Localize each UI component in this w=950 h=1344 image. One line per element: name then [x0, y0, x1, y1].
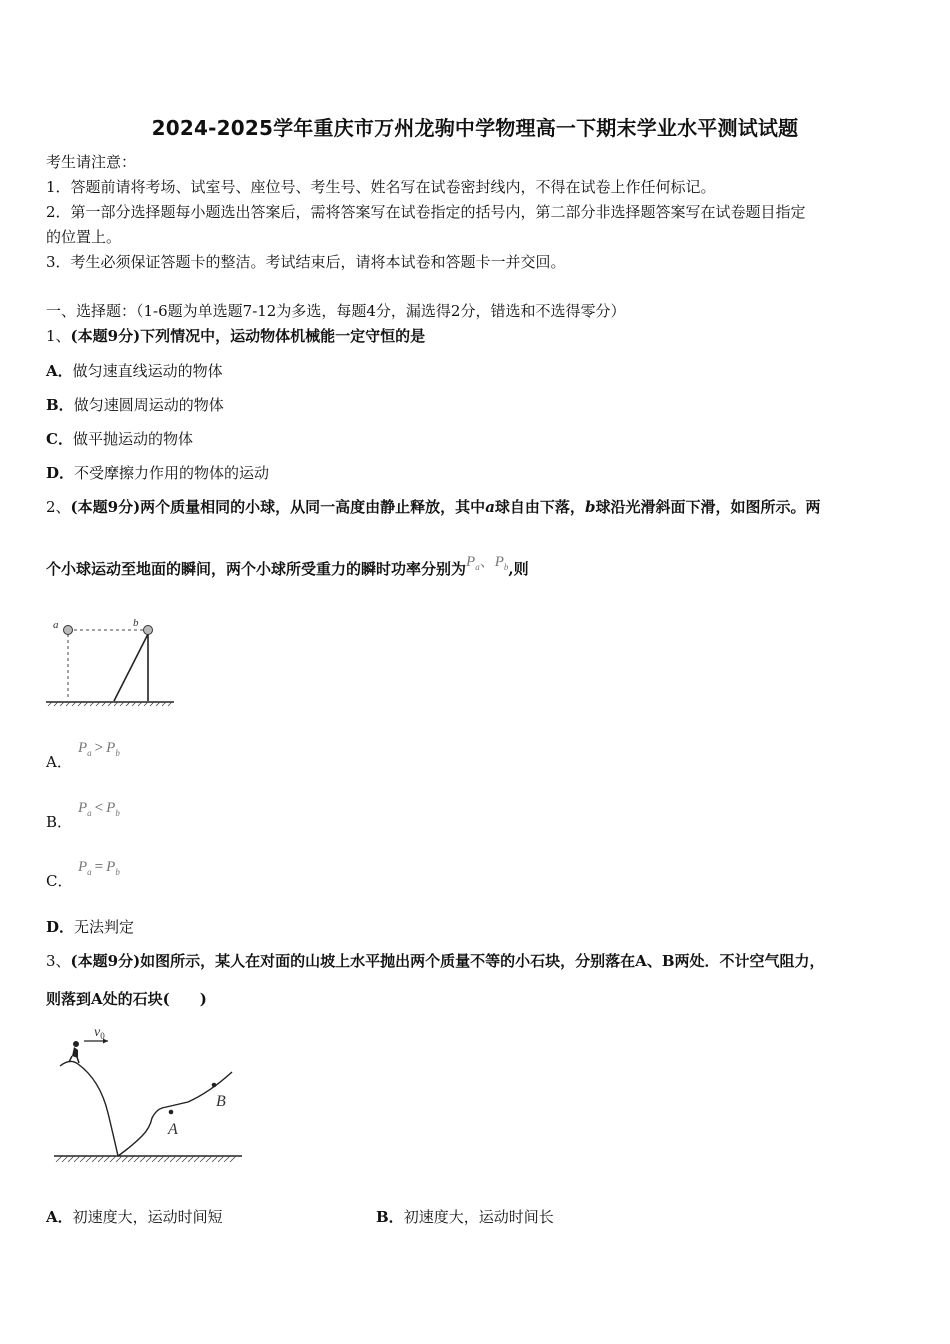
q2-stem	[46, 497, 820, 517]
option-letter: A．	[46, 1208, 73, 1226]
option-text: 做匀速直线运动的物体	[72, 362, 223, 380]
q3-figure	[50, 1018, 246, 1168]
label-B: B	[216, 1093, 226, 1110]
q2-power-b: $P_b$	[494, 554, 509, 572]
option-letter: C．	[46, 430, 73, 448]
q2-text-2: 球自由下落，	[494, 498, 585, 516]
notice-item-2: 2．第一部分选择题每小题选出答案后，需将答案写在试卷指定的括号内，第二部分非选择题答案写在试卷题目指定	[46, 203, 806, 221]
q3-stem-line2: 则落到A处的石块( )	[46, 990, 207, 1008]
option-text: 初速度大，运动时间长	[403, 1208, 554, 1226]
ground-hatch	[56, 1156, 236, 1162]
notice-heading: 考生请注意：	[46, 153, 137, 171]
q3-option-a	[46, 1207, 223, 1227]
q2-figure	[44, 614, 178, 708]
q1-number: 1、	[46, 327, 71, 345]
q1-option-c	[46, 429, 193, 449]
q2-text-4: 个小球运动至地面的瞬间，两个小球所受重力的瞬时功率分别为	[46, 560, 467, 578]
q3-text: (本题9分)如图所示，某人在对面的山坡上水平抛出两个质量不等的小石块，分别落在A、B两处．不计空气阻力，	[70, 952, 825, 970]
q2-option-c-formula: $P_a = P_b$	[78, 859, 120, 877]
section-header: 一、选择题：（1-6题为单选题7-12为多选，每题4分，漏选得2分，错选和不选得零分）	[46, 302, 626, 320]
q2-var-a: a	[485, 498, 495, 516]
label-b: b	[133, 617, 139, 629]
option-letter: D．	[46, 464, 75, 482]
q2-text-5: ,则	[508, 560, 529, 578]
option-text: 初速度大，运动时间短	[72, 1208, 223, 1226]
ball-b	[144, 626, 153, 635]
notice-item-1: 1．答题前请将考场、试室号、座位号、考生号、姓名写在试卷密封线内，不得在试卷上作任何标记。	[46, 178, 716, 196]
option-letter: D．	[46, 918, 75, 936]
option-letter: B．	[46, 396, 74, 414]
notice-item-3: 3．考生必须保证答题卡的整洁。考试结束后，请将本试卷和答题卡一并交回。	[46, 253, 566, 271]
option-letter: A．	[46, 362, 73, 380]
q2-option-a-formula: $P_a > P_b$	[78, 740, 120, 758]
page-title: 2024-2025学年重庆市万州龙驹中学物理高一下期末学业水平测试试题	[151, 116, 799, 140]
label-A: A	[168, 1121, 178, 1138]
q2-option-a-letter: A．	[46, 753, 72, 771]
ball-a	[64, 626, 73, 635]
q1-option-b	[46, 395, 224, 415]
q2-sep: 、	[479, 552, 495, 570]
q2-var-b: b	[584, 498, 596, 516]
person-figure	[69, 1041, 79, 1063]
option-text: 无法判定	[74, 918, 135, 936]
label-v0: $v_0$	[94, 1025, 105, 1041]
notice-item-2-cont: 的位置上。	[46, 228, 122, 246]
point-b	[212, 1083, 217, 1088]
label-a: a	[53, 619, 59, 631]
q2-option-d	[46, 917, 134, 937]
q3-stem	[46, 951, 825, 971]
q2-power-a: $P_a$	[466, 554, 480, 572]
q2-stem-line2	[46, 552, 529, 585]
q2-number: 2、	[46, 498, 71, 516]
q3-number: 3、	[46, 952, 71, 970]
q1-option-d	[46, 463, 269, 483]
left-hill	[60, 1061, 118, 1156]
option-text: 做平抛运动的物体	[72, 430, 193, 448]
q1-option-a	[46, 361, 223, 381]
option-text: 不受摩擦力作用的物体的运动	[74, 464, 270, 482]
q2-text-1: (本题9分)两个质量相同的小球，从同一高度由静止释放，其中	[70, 498, 486, 516]
point-a	[169, 1110, 174, 1115]
q1-stem	[46, 326, 425, 346]
q2-option-b-letter: B．	[46, 813, 73, 831]
q2-option-c-letter: C．	[46, 872, 73, 890]
incline-slope	[114, 634, 148, 701]
q3-option-b	[376, 1207, 554, 1227]
q1-text: (本题9分)下列情况中，运动物体机械能一定守恒的是	[70, 327, 426, 345]
option-letter: B．	[376, 1208, 404, 1226]
option-text: 做匀速圆周运动的物体	[73, 396, 224, 414]
q2-text-3: 球沿光滑斜面下滑，如图所示。两	[595, 498, 821, 516]
q2-option-b-formula: $P_a < P_b$	[78, 800, 120, 818]
